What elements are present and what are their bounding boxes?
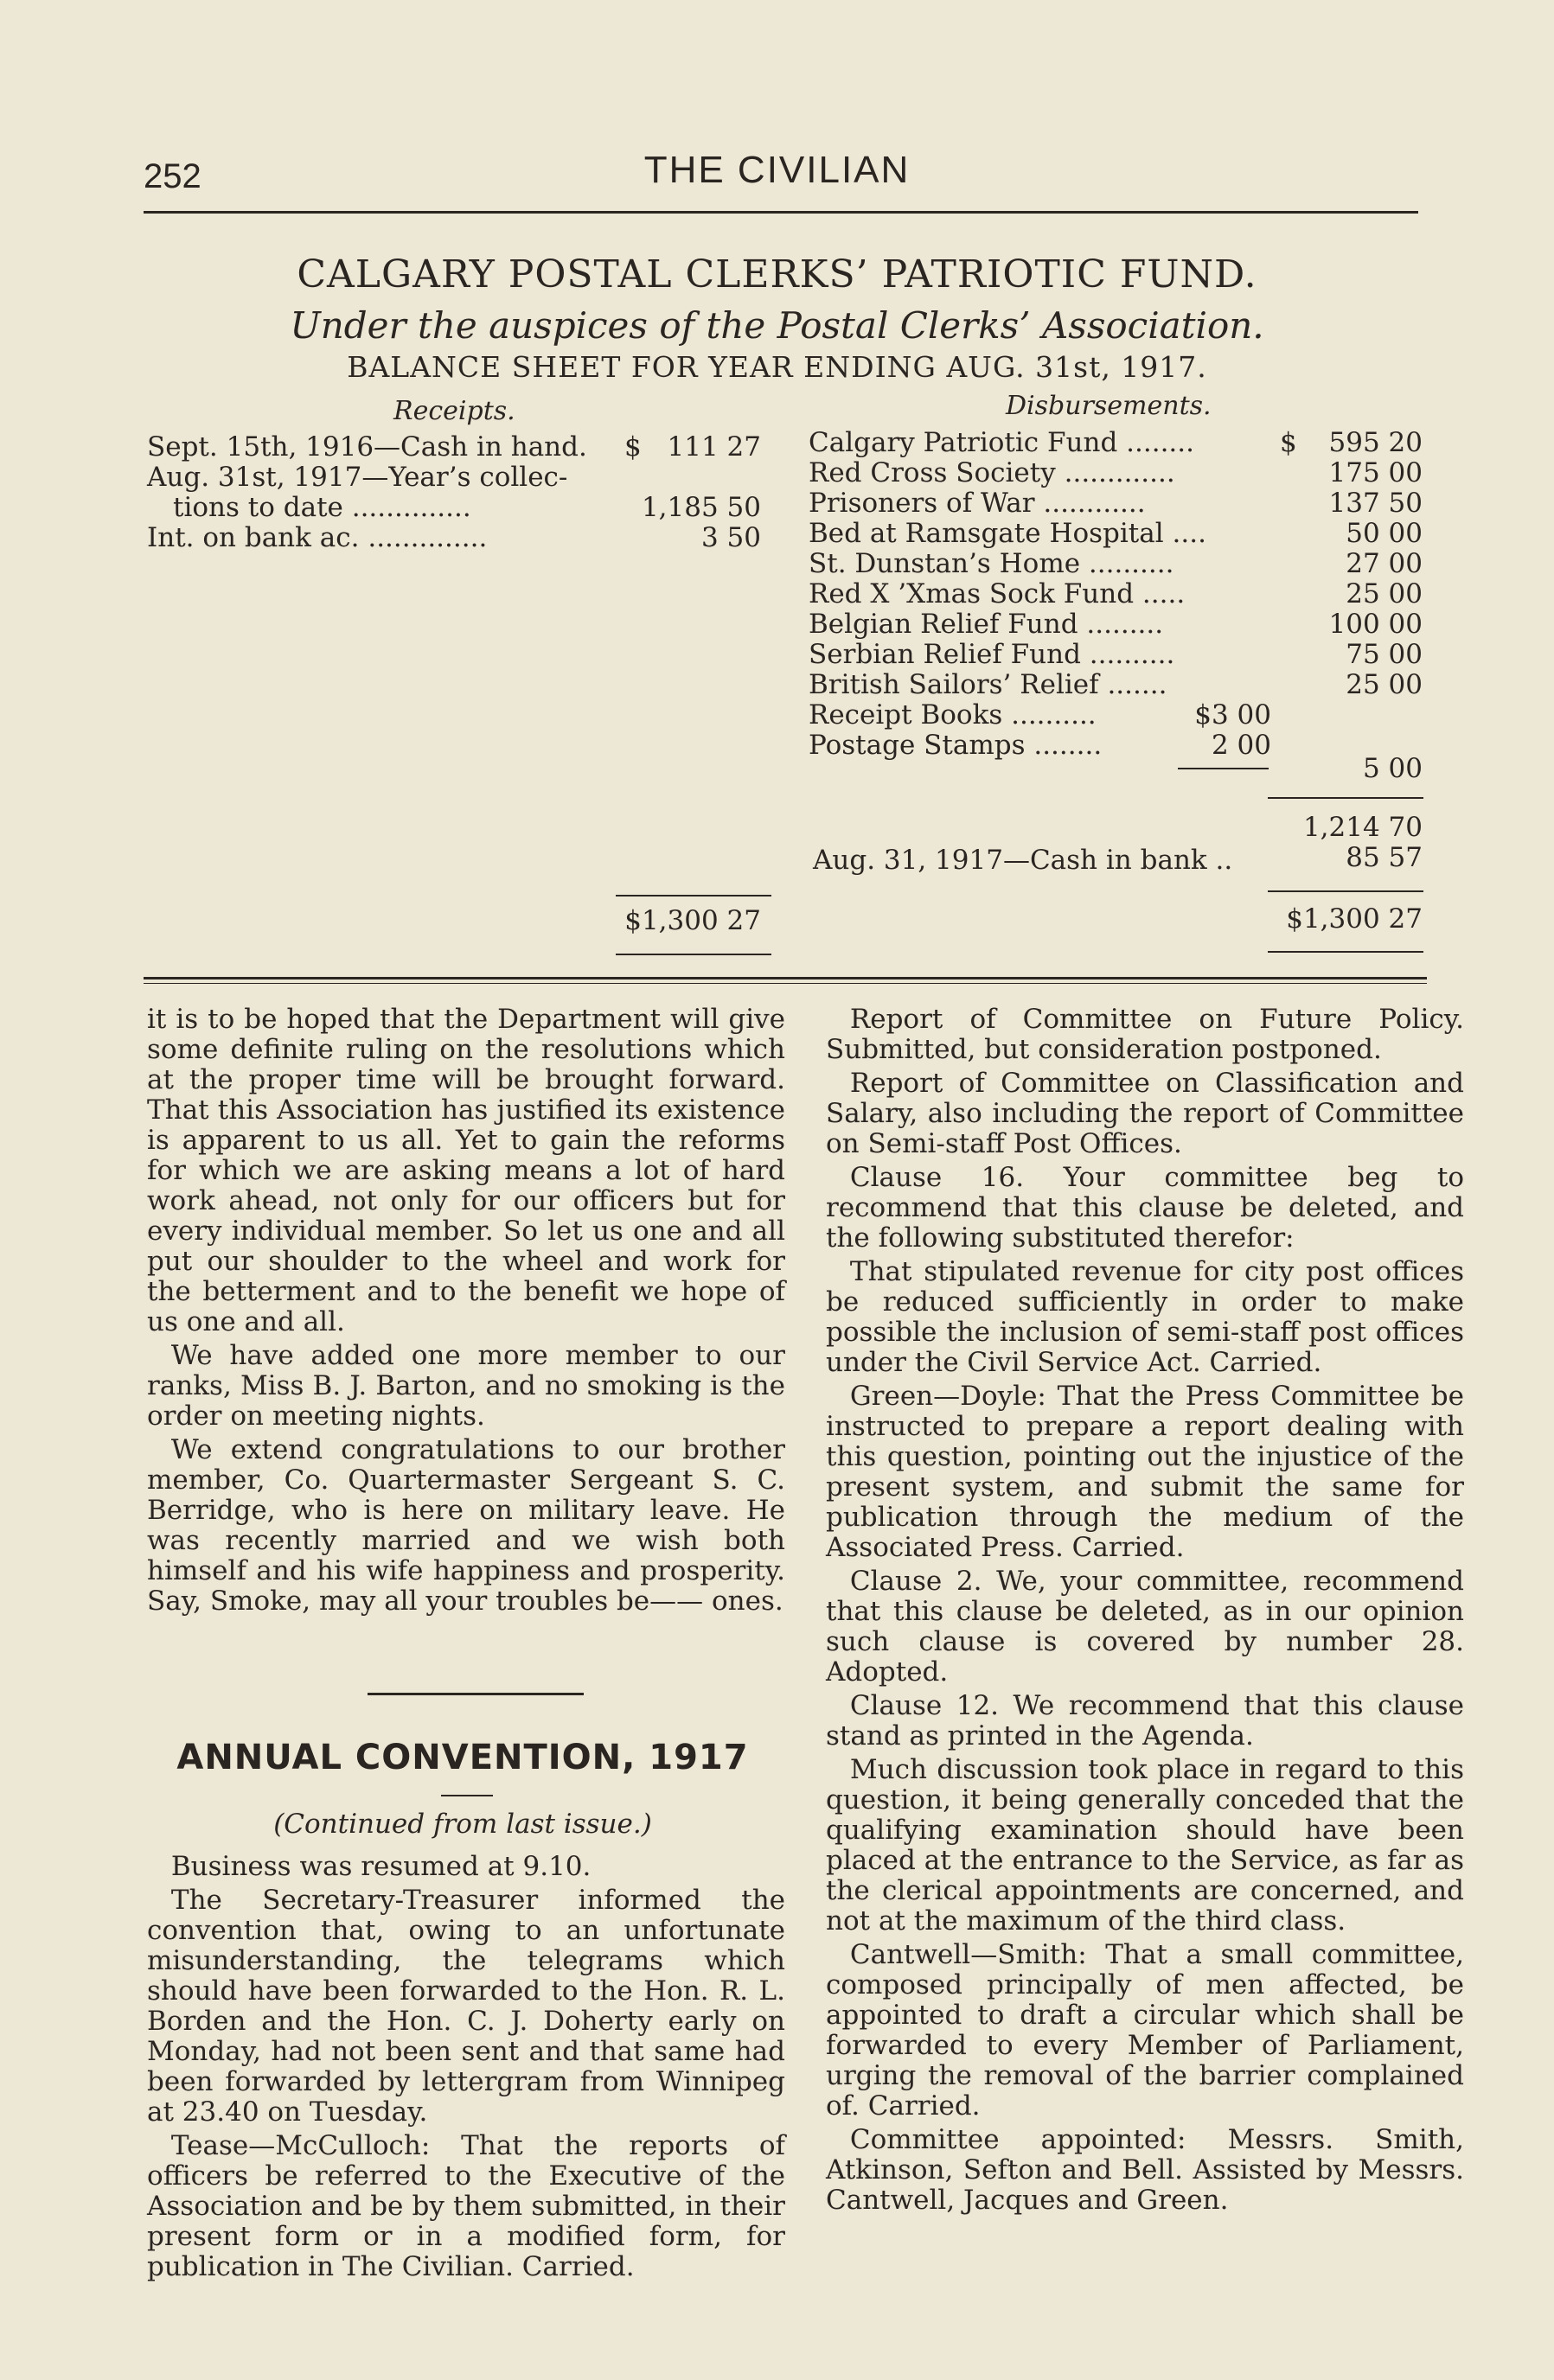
disbursement-amount: 25 00 [1346,578,1423,609]
ledger-row: Receipt Books .......... [809,699,1097,731]
sub-amount: $3 00 [1194,699,1271,731]
short-rule [368,1693,584,1695]
receipt-amount: 1,185 50 [641,492,761,523]
paragraph: Report of Committee on Classification and Salary, also including the report of Committee on Semi-staff Post Offices. [826,1068,1464,1159]
paragraph: Green—Doyle: That the Press Committee be instructed to prepare a report dealing with this question, pointing out the injustice of the present system, and submit the same for publication through the medium of the Associated Press. Carried. [826,1381,1464,1563]
subtotal-rule [1178,768,1269,769]
ledger-row: Postage Stamps ........ [809,730,1103,761]
ledger-row: Calgary Patriotic Fund ........ [809,427,1194,458]
continued-note: (Continued from last issue.) [273,1809,652,1840]
paragraph: We extend congratulations to our brother member, Co. Quartermaster Sergeant S. C. Berridge, who is here on military leave. He was recently married and we wish both himself and his wife happiness and prosperity. Say, Smoke, may all your troubles be—— ones. [147,1434,785,1617]
ledger-row: British Sailors’ Relief ....... [809,669,1167,700]
total-rule [1268,890,1423,892]
ledger-row: St. Dunstan’s Home .......... [809,548,1174,579]
balance-sheet-title: BALANCE SHEET FOR YEAR ENDING AUG. 31st, 1917. [347,350,1207,384]
disbursements-subtotal: 1,214 70 [1302,812,1423,843]
disbursement-amount: 75 00 [1346,639,1423,670]
dollar-sign: $ [1280,427,1297,458]
ledger-row: Aug. 31st, 1917—Year’s collec- [147,462,568,493]
paragraph: Clause 2. We, your committee, recommend that this clause be deleted, as in our opinion such clause is covered by number 28. Adopted. [826,1566,1464,1688]
sub-amount: 2 00 [1211,730,1271,761]
ledger-row: Red X ’Xmas Sock Fund ..... [809,578,1186,609]
ledger-row: Red Cross Society ............. [809,457,1175,488]
paragraph: We have added one more member to our ranks, Miss B. J. Barton, and no smoking is the order on meeting nights. [147,1340,785,1432]
receipts-total: $1,300 27 [624,905,761,936]
disbursement-amount: 137 50 [1328,488,1423,519]
paragraph: Much discussion took place in regard to this question, it being generally conceded that the qualifying examination should have been placed at the entrance to the Service, as far as the clerical appointments are concerned, and not at the maximum of the third class. [826,1754,1464,1937]
paragraph: Clause 12. We recommend that this clause stand as printed in the Agenda. [826,1690,1464,1752]
fund-title: CALGARY POSTAL CLERKS’ PATRIOTIC FUND. [297,252,1257,297]
disbursement-amount: 50 00 [1346,518,1423,549]
disbursement-amount: 595 20 [1328,427,1423,458]
total-rule [616,954,771,955]
receipts-heading: Receipts. [393,396,515,426]
dollar-sign: $ [624,431,642,463]
sub-total-amount: 5 00 [1362,753,1423,784]
left-column-text [147,1005,785,1620]
page-number: 252 [144,157,201,195]
disbursement-amount: 27 00 [1346,548,1423,579]
ledger-row: Int. on bank ac. .............. [147,522,488,553]
ledger-row: Sept. 15th, 1916—Cash in hand. [147,431,587,463]
fund-subtitle: Under the auspices of the Postal Clerks’ Association. [290,304,1264,347]
disbursement-amount: 175 00 [1328,457,1423,488]
disbursements-total: $1,300 27 [1286,903,1423,935]
ledger-row: tions to date .............. [173,492,471,523]
convention-heading: ANNUAL CONVENTION, 1917 [176,1738,749,1777]
disbursement-amount: 25 00 [1346,669,1423,700]
right-column-text [826,1005,1464,2219]
ledger-row: Serbian Relief Fund .......... [809,639,1175,670]
paragraph: That stipulated revenue for city post offices be reduced sufficiently in order to make possible the inclusion of semi-staff post offices under the Civil Service Act. Carried. [826,1256,1464,1378]
disbursement-amount: 100 00 [1328,609,1423,640]
ledger-row: Bed at Ramsgate Hospital .... [809,518,1206,549]
cash-in-bank-amount: 85 57 [1346,842,1423,873]
header-rule [144,211,1418,214]
total-rule [1268,951,1423,953]
running-title: THE CIVILIAN [643,149,911,191]
paragraph: Committee appointed: Messrs. Smith, Atkinson, Sefton and Bell. Assisted by Messrs. Cantwell, Jacques and Green. [826,2124,1464,2216]
section-rule [144,977,1427,979]
ledger-row: Prisoners of War ............ [809,488,1146,519]
paragraph: Report of Committee on Future Policy. Submitted, but consideration postponed. [826,1004,1464,1065]
receipt-amount: 111 27 [667,431,761,463]
receipt-amount: 3 50 [700,522,761,553]
paragraph: Tease—McCulloch: That the reports of officers be referred to the Executive of the Association and be by them submitted, in their present form or in a modified form, for publication in The Civilian. Carried. [147,2130,785,2282]
convention-text [147,1852,785,2286]
short-rule [441,1795,493,1796]
paragraph: Clause 16. Your committee beg to recommend that this clause be deleted, and the following substituted therefor: [826,1162,1464,1254]
paragraph: it is to be hoped that the Department will give some definite ruling on the resolutions which at the proper time will be brought forward. That this Association has justified its existence is apparent to us all. Yet to gain the reforms for which we are asking means a lot of hard work ahead, not only for our officers but for every individual member. So let us one and all put our shoulder to the wheel and work for the betterment and to the benefit we hope of us one and all. [147,1004,785,1337]
disbursements-heading: Disbursements. [1006,391,1212,421]
section-rule [144,983,1427,984]
paragraph: Cantwell—Smith: That a small committee, composed principally of men affected, be appointed to draft a circular which shall be forwarded to every Member of Parliament, urging the removal of the barrier complained of. Carried. [826,1939,1464,2122]
paragraph: Business was resumed at 9.10. [170,1851,592,1882]
subtotal-rule [1268,797,1423,799]
total-rule [616,895,771,896]
paragraph: The Secretary-Treasurer informed the convention that, owing to an unfortunate misunderstanding, the telegrams which should have been forwarded to the Hon. R. L. Borden and the Hon. C. J. Doherty early on Monday, had not been sent and that same had been forwarded by lettergram from Winnipeg at 23.40 on Tuesday. [147,1885,785,2128]
ledger-row: Belgian Relief Fund ......... [809,609,1164,640]
cash-in-bank-label: Aug. 31, 1917—Cash in bank .. [813,845,1233,876]
